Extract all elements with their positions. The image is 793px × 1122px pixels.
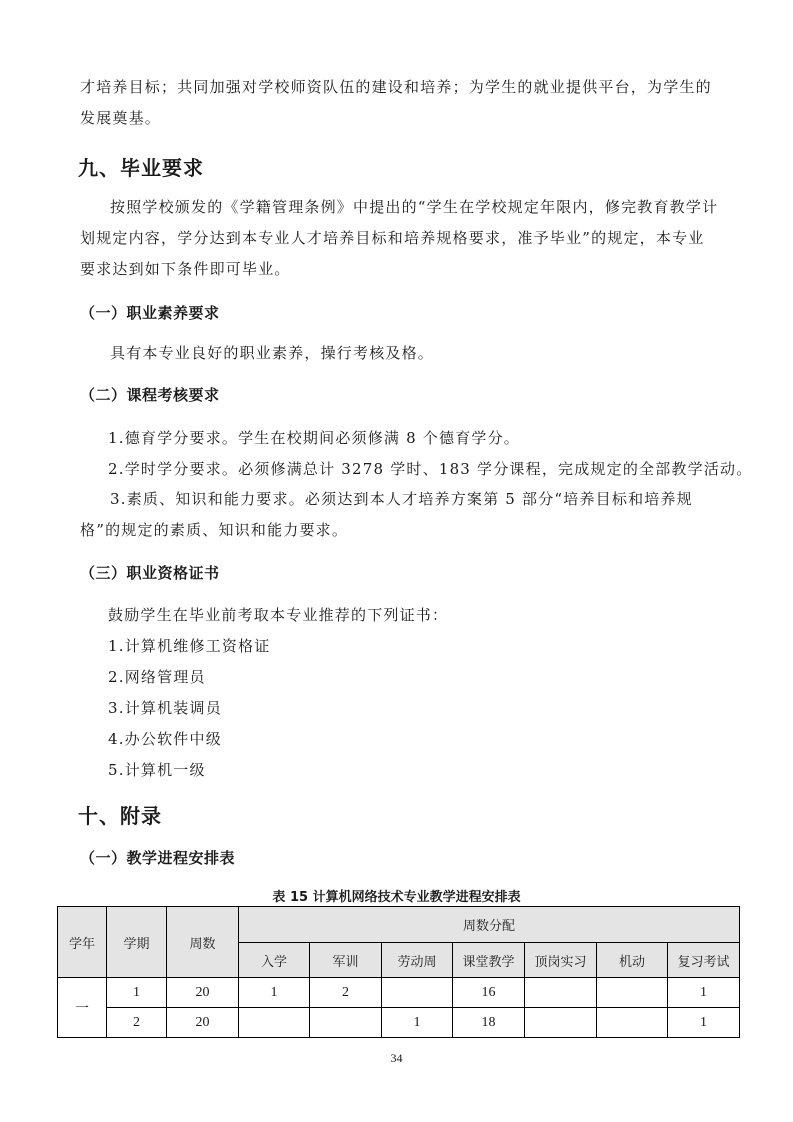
section-9-title: 九、毕业要求	[78, 156, 204, 180]
page-number: 34	[390, 1051, 403, 1065]
cell-weeks: 20	[167, 1008, 239, 1038]
cell-military-training: 2	[310, 978, 382, 1008]
certificate-lead: 鼓励学生在毕业前考取本专业推荐的下列证书：	[108, 606, 449, 624]
cell-labor-week	[382, 978, 453, 1008]
subsection-9-3-title: （三）职业资格证书	[80, 564, 220, 582]
requirement-item-2: 2.学时学分要求。必须修满总计 3278 学时、183 学分课程，完成规定的全部教学活动。	[108, 460, 753, 478]
header-labor-week: 劳动周	[382, 943, 453, 978]
header-classroom-teaching: 课堂教学	[453, 943, 525, 978]
certificate-item-3: 3.计算机装调员	[108, 699, 222, 717]
cell-internship	[525, 978, 597, 1008]
intro-paragraph: 才培养目标；共同加强对学校师资队伍的建设和培养；为学生的就业提供平台，为学生的发展奠基。	[80, 78, 712, 127]
certificate-item-4: 4.办公软件中级	[108, 730, 222, 748]
section-9-paragraph: 按照学校颁发的《学籍管理条例》中提出的“学生在学校规定年限内，修完教育教学计划规定内容，学分达到本专业人才培养目标和培养规格要求，准予毕业”的规定，本专业要求达到如下条件即可毕业。	[80, 198, 719, 278]
header-weeks: 周数	[167, 907, 239, 978]
schedule-table	[57, 906, 740, 1038]
cell-enrollment	[239, 1008, 310, 1038]
header-enrollment: 入学	[239, 943, 310, 978]
subsection-9-1-title: （一）职业素养要求	[80, 304, 220, 322]
cell-year: 一	[58, 978, 107, 1038]
table-row	[58, 978, 740, 1008]
header-term: 学期	[107, 907, 167, 978]
header-week-distribution: 周数分配	[239, 907, 740, 943]
cell-military-training	[310, 1008, 382, 1038]
cell-classroom-teaching: 18	[453, 1008, 525, 1038]
section-10-title: 十、附录	[78, 804, 162, 828]
cell-review-exam: 1	[668, 978, 740, 1008]
header-flexible: 机动	[597, 943, 668, 978]
subsection-10-1-title: （一）教学进程安排表	[80, 849, 236, 867]
certificate-item-1: 1.计算机维修工资格证	[108, 637, 271, 655]
cell-term: 2	[107, 1008, 167, 1038]
cell-labor-week: 1	[382, 1008, 453, 1038]
requirement-item-1: 1.德育学分要求。学生在校期间必须修满 8 个德育学分。	[108, 429, 520, 447]
cell-classroom-teaching: 16	[453, 978, 525, 1008]
header-internship: 顶岗实习	[525, 943, 597, 978]
subsection-9-1-paragraph: 具有本专业良好的职业素养，操行考核及格。	[110, 344, 435, 362]
subsection-9-2-title: （二）课程考核要求	[80, 386, 220, 404]
certificate-item-2: 2.网络管理员	[108, 668, 206, 686]
header-year: 学年	[58, 907, 107, 978]
cell-flexible	[597, 978, 668, 1008]
cell-flexible	[597, 1008, 668, 1038]
header-review-exam: 复习考试	[668, 943, 740, 978]
cell-enrollment: 1	[239, 978, 310, 1008]
cell-internship	[525, 1008, 597, 1038]
table-row	[58, 1008, 740, 1038]
header-military-training: 军训	[310, 943, 382, 978]
cell-term: 1	[107, 978, 167, 1008]
certificate-item-5: 5.计算机一级	[108, 761, 206, 779]
table-caption: 表 15 计算机网络技术专业教学进程安排表	[272, 890, 521, 905]
cell-weeks: 20	[167, 978, 239, 1008]
requirement-item-3: 3.素质、知识和能力要求。必须达到本人才培养方案第 5 部分“培养目标和培养规格”的规定的素质、知识和能力要求。	[80, 490, 693, 539]
cell-review-exam: 1	[668, 1008, 740, 1038]
